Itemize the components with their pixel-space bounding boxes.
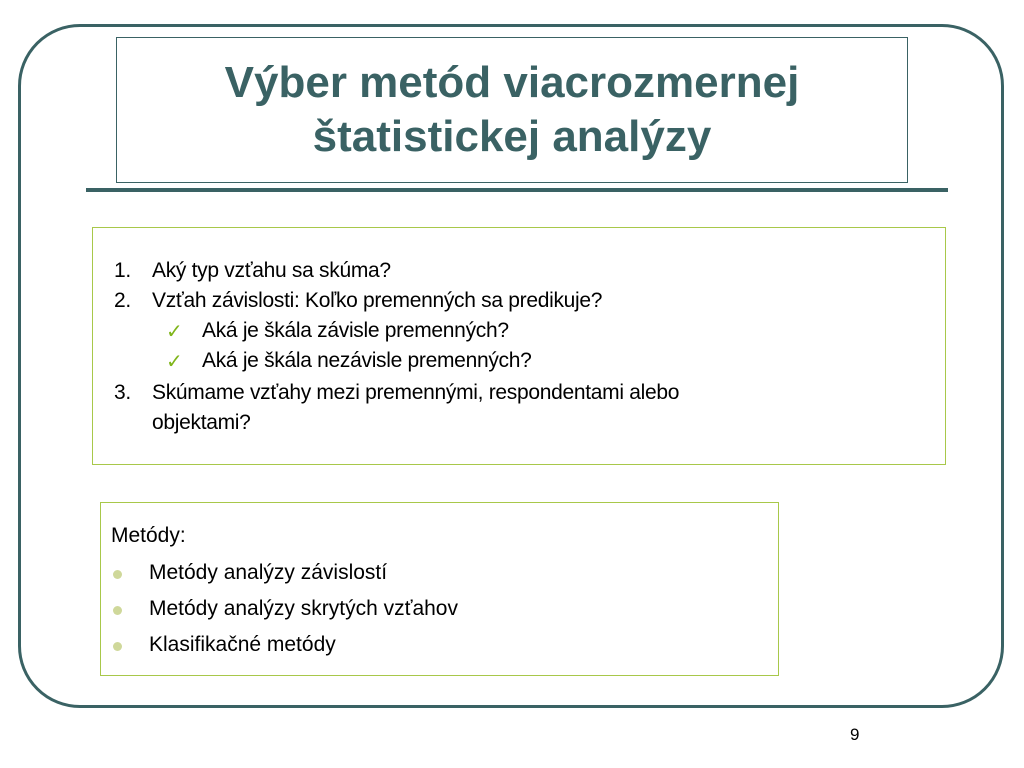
sub-question-text: Aká je škála závisle premenných? [202, 319, 509, 342]
method-text: Klasifikačné metódy [149, 633, 336, 656]
method-text: Metódy analýzy skrytých vzťahov [149, 597, 458, 620]
question-number: 3. [114, 381, 131, 404]
title-line-1: Výber metód viacrozmernej [224, 58, 800, 107]
checkmark-icon: ✓ [166, 351, 183, 373]
title-divider [86, 188, 948, 192]
dot-bullet-icon [113, 570, 122, 579]
dot-bullet-icon [113, 606, 122, 615]
dot-bullet-icon [113, 642, 122, 651]
page-number: 9 [850, 725, 860, 744]
question-text: Vzťah závislosti: Koľko premenných sa predikuje? [152, 289, 603, 312]
slide-title [225, 56, 800, 164]
sub-question-text: Aká je škála nezávisle premenných? [202, 349, 532, 372]
title-box [116, 37, 908, 183]
title-line-2: štatistickej analýzy [312, 112, 712, 161]
question-text-continued: objektami? [152, 411, 251, 434]
checkmark-icon: ✓ [166, 321, 183, 343]
question-number: 2. [114, 289, 131, 312]
methods-heading: Metódy: [111, 524, 186, 547]
question-number: 1. [114, 259, 131, 282]
method-text: Metódy analýzy závislostí [149, 561, 388, 584]
question-text: Aký typ vzťahu sa skúma? [152, 259, 391, 282]
question-text: Skúmame vzťahy mezi premennými, respondentami alebo [152, 381, 680, 404]
